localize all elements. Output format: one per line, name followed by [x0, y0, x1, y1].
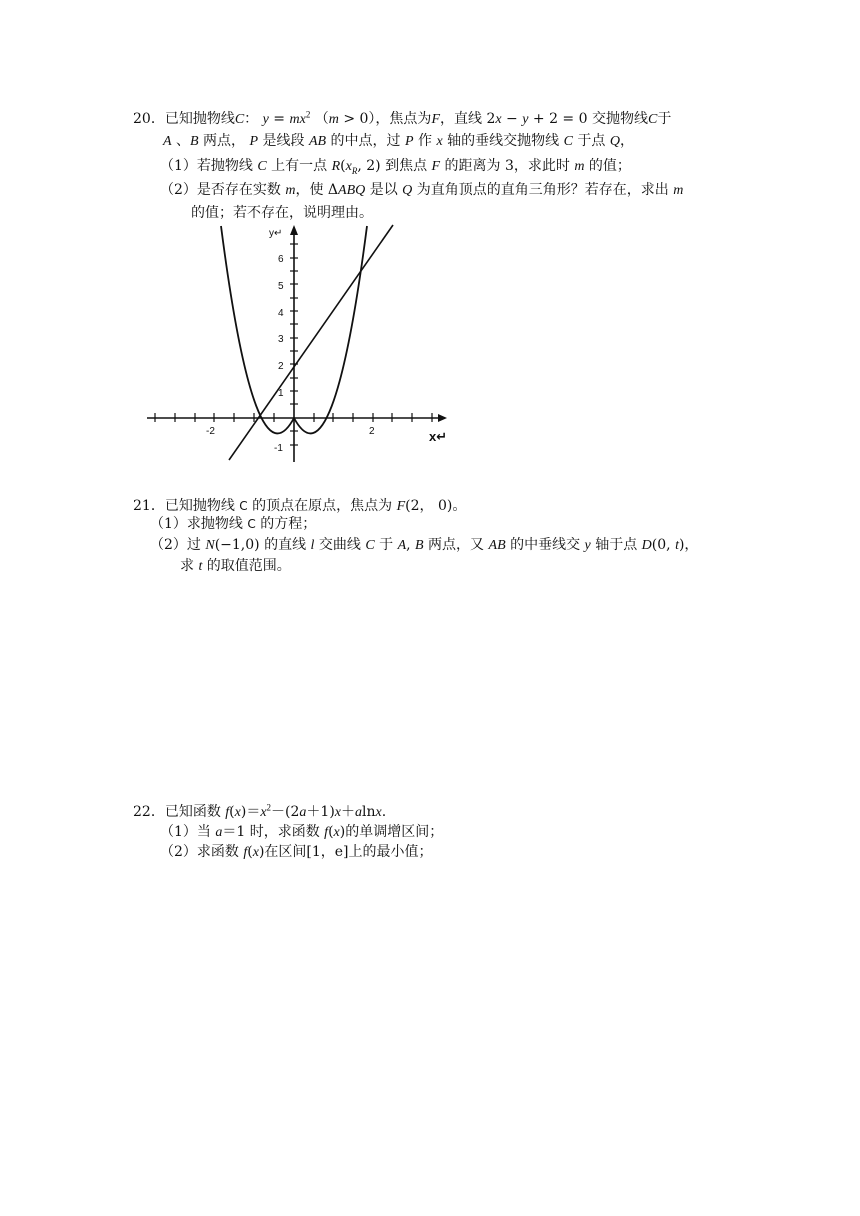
x-tick-label-2: 2	[369, 426, 375, 437]
y-tick-label-6: 6	[278, 254, 284, 265]
q22-stem-text: 已知函数 $f(x)=x^2-(2a+1)x+alnx$.	[164, 802, 387, 820]
q20-part1: （1）若抛物线 C 上有一点 $R(x_R$, 2) 到焦点 F 的距离为 3，求此时 m 的值；	[160, 158, 631, 176]
q20-part2-line2: 的值；若不存在，说明理由。	[191, 205, 373, 221]
x-axis-label: x↵	[429, 429, 448, 444]
q21-part1: （1）求抛物线 C 的方程；	[150, 516, 317, 532]
q20-number: 20．	[133, 111, 165, 127]
q21-part2-line2: 求 t 的取值范围。	[180, 558, 291, 574]
q20-part2-line1: （2）是否存在实数 m，使 ΔABQ 是以 Q 为直角顶点的直角三角形？若存在，求出 m	[160, 182, 684, 198]
straight-line	[229, 225, 393, 460]
x-tick-label-minus2: -2	[206, 426, 215, 437]
y-tick-label-4: 4	[278, 308, 284, 319]
q21-part2-line1: （2）过 N(−1,0) 的直线 l 交曲线 C 于 A, B 两点，又 AB 的中垂线交 y 轴于点 D(0, t)，	[150, 537, 699, 553]
y-tick-label-3: 3	[278, 334, 284, 345]
y-tick-label-2: 2	[278, 361, 284, 372]
q21-stem-text: 已知抛物线 C 的顶点在原点，焦点为 F(2， 0)。	[164, 498, 467, 514]
q20-stem-line1	[133, 109, 671, 130]
y-axis-label: y↵	[269, 228, 283, 239]
x-axis-arrow	[438, 414, 447, 422]
q22-number: 22．	[133, 804, 165, 820]
y-axis-arrow	[290, 225, 298, 235]
y-tick-label-1: 1	[278, 388, 284, 399]
y-tick-label-minus1: -1	[274, 443, 283, 454]
q20-stem-text: 已知抛物线C： $y = mx^2$ （m > 0），焦点为F，直线 2x − y + 2 = 0 交抛物线C于	[164, 109, 672, 127]
q21-number: 21．	[133, 498, 165, 514]
q22-part1: （1）当 a＝1 时，求函数 f(x)的单调增区间；	[160, 824, 444, 840]
q20-stem-line2: A 、B 两点， P 是线段 AB 的中点，过 P 作 x 轴的垂线交抛物线 C 于点 Q，	[163, 133, 634, 149]
parabola-line-graph	[145, 222, 465, 464]
y-tick-label-5: 5	[278, 281, 284, 292]
q20-figure	[145, 222, 465, 464]
q22-stem	[133, 802, 386, 823]
q22-part2: （2）求函数 f(x)在区间[1，e]上的最小值；	[160, 844, 433, 860]
